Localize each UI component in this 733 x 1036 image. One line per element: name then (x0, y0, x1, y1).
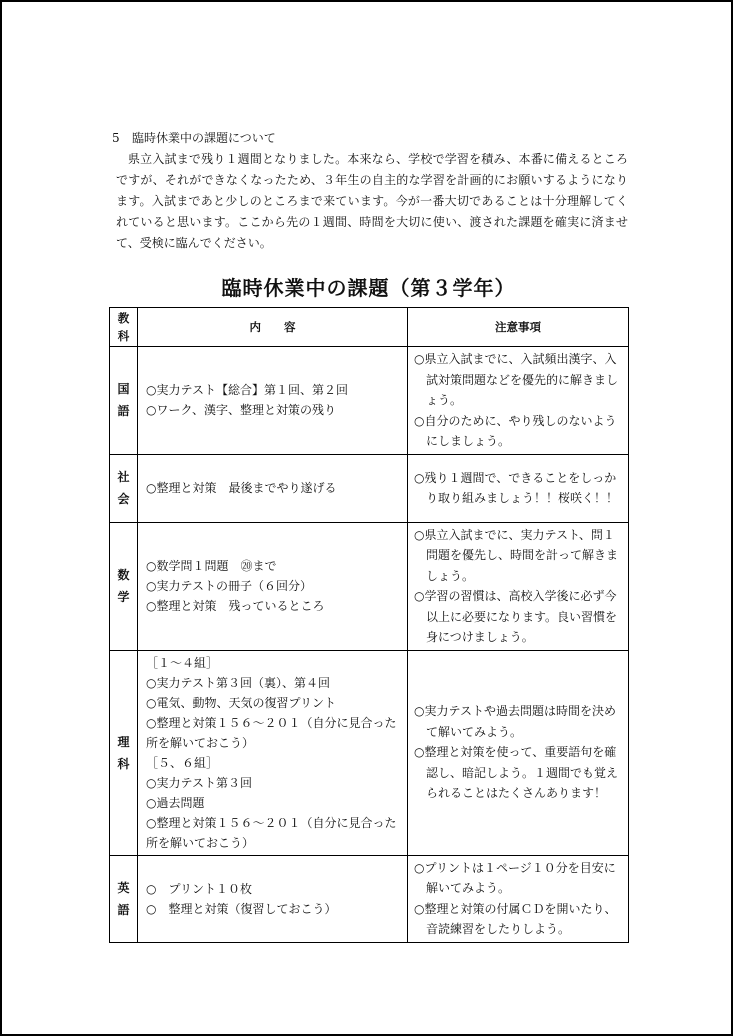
content-cell (138, 454, 408, 522)
section-heading (112, 129, 276, 147)
table-header-row (110, 308, 629, 347)
note-item: ○整理と対策の付属ＣＤを開いたり、音読練習をしたりしよう。 (414, 901, 617, 936)
table-row (110, 522, 629, 650)
section-title: 臨時休業中の課題について (132, 131, 276, 145)
content-item: ○ワーク、漢字、整理と対策の残り (146, 403, 336, 418)
group-label: ［１～４組］ (146, 655, 219, 670)
content-item: ○整理と対策 最後までやり遂げる (146, 481, 337, 495)
content-item: ○過去問題 (146, 795, 205, 810)
table-row (110, 454, 629, 522)
group-label: ［５、６組］ (146, 755, 219, 770)
section-intro-paragraph: 県立入試まで残り１週間となりました。本来なら、学校で学習を積み、本番に備えるところですが、それができなくなったため、３年生の自主的な学習を計画的にお願いするようになります。入試まであと少しのところまで来ています。今が一番大切であることは十分理解してくれていると思います。ここから先の１週間、時間を大切に使い、渡された課題を確実に済ませて、受検に臨んでください。 (116, 152, 628, 250)
content-item: ○ プリント１０枚 (146, 881, 252, 896)
subject-cell: 社 会 (110, 454, 138, 522)
section-number: 5 (112, 131, 120, 145)
subject-cell: 理 科 (110, 650, 138, 855)
subject-cell: 国 語 (110, 347, 138, 455)
header-subject: 教 科 (110, 308, 138, 347)
note-item: ○県立入試までに、入試頻出漢字、入試対策問題などを優先的に解きましょう。 (414, 352, 619, 407)
content-cell (138, 522, 408, 650)
content-item: ○実力テスト第３回（裏）、第４回 (146, 675, 330, 690)
header-content: 内 容 (138, 308, 408, 347)
notes-cell (408, 650, 629, 855)
table-title: 臨時休業中の課題（第３学年） (221, 276, 516, 300)
content-item: ○整理と対策１５６～２０１（自分に見合った所を解いておこう） (146, 715, 397, 750)
note-item: ○県立入試までに、実力テスト、問１問題を優先し、時間を計って解きましょう。 (414, 527, 619, 583)
assignments-table (109, 307, 629, 943)
table-row (110, 650, 629, 855)
content-item: ○電気、動物、天気の復習プリント (146, 695, 336, 710)
content-item: ○実力テスト第３回 (146, 775, 252, 790)
subject-cell: 数 学 (110, 522, 138, 650)
header-notes: 注意事項 (408, 308, 629, 347)
note-item: ○学習の習慣は、高校入学後に必ず今以上に必要になります。良い習慣を身につけましょう。 (414, 589, 618, 644)
table-row (110, 347, 629, 455)
table-row (110, 855, 629, 942)
content-item: ○整理と対策１５６～２０１（自分に見合った所を解いておこう） (146, 815, 397, 850)
content-cell (138, 347, 408, 455)
note-item: ○実力テストや過去問題は時間を決めて解いてみよう。 (414, 704, 616, 739)
note-item: ○整理と対策を使って、重要語句を確認し、暗記しよう。１週間でも覚えられることはたくさんあります！ (414, 745, 619, 801)
content-item: ○実力テストの冊子（６回分） (146, 579, 312, 593)
content-item: ○実力テスト【総合】第１回、第２回 (146, 383, 348, 398)
content-item: ○ 整理と対策（復習しておこう） (146, 901, 337, 916)
content-item: ○整理と対策 残っているところ (146, 599, 325, 613)
content-cell (138, 855, 408, 942)
subject-cell: 英 語 (110, 855, 138, 942)
notes-cell (408, 454, 629, 522)
notes-cell (408, 347, 629, 455)
note-item: ○自分のために、やり残しのないようにしましょう。 (414, 413, 617, 448)
note-item: ○残り１週間で、できることをしっかり取り組みましょう！！桜咲く！！ (414, 470, 619, 505)
note-item: ○プリントは１ページ１０分を目安に解いてみよう。 (414, 860, 616, 895)
content-cell (138, 650, 408, 855)
content-item: ○数学問１問題 ⑳まで (146, 559, 277, 573)
notes-cell (408, 522, 629, 650)
notes-cell (408, 855, 629, 942)
